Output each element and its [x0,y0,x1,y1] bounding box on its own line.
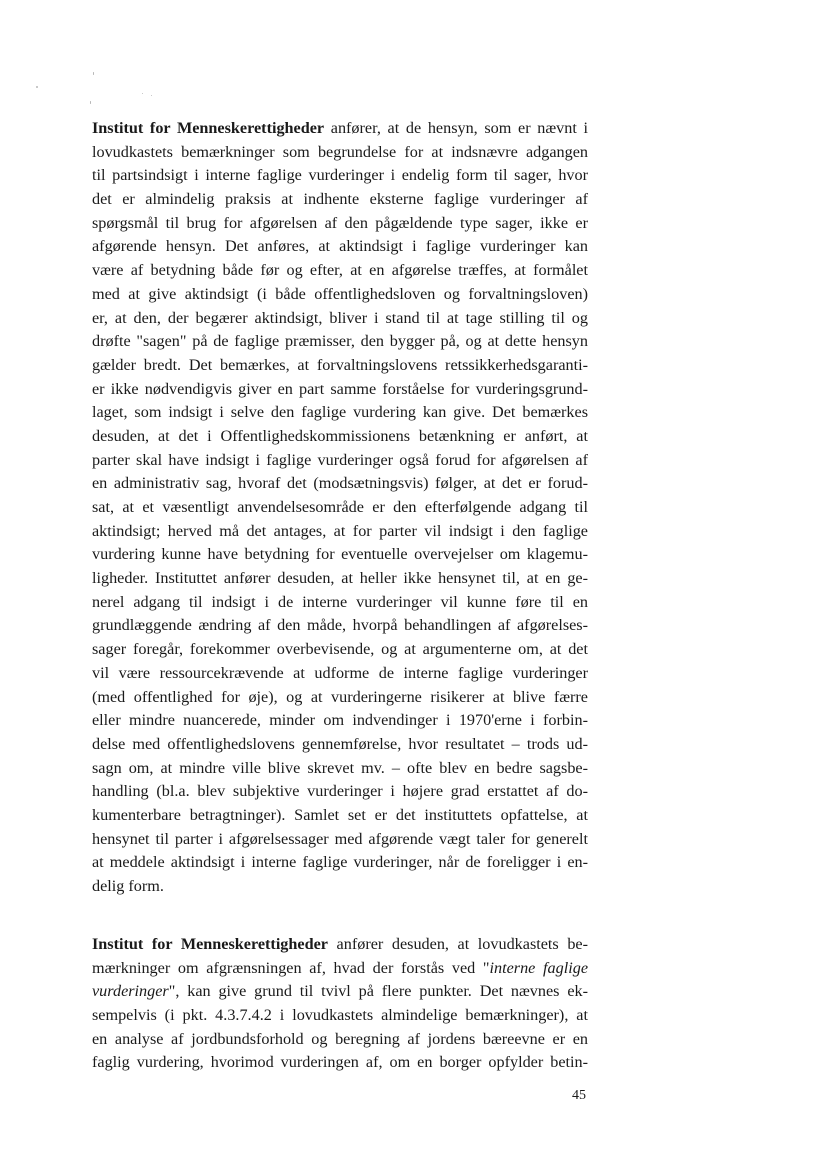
paragraph-1-line: vil være ressourcekrævende at udforme de interne faglige vurderinger [92,663,588,682]
paragraph-1-line-1: Institut for Menneskerettigheder anfører, at de hensyn, som er nævnt i [92,119,588,137]
paragraph-1-line: aktindsigt; herved må det antages, at for parter vil indsigt i den faglige [92,521,588,540]
paragraph-1-line: desuden, at det i Offentlighedskommissionens betænkning er anført, at [92,426,588,445]
paragraph-1-line: sat, at et væsentligt anvendelsesområde er den efterfølgende adgang til [92,498,588,516]
page-number: 45 [572,1088,586,1103]
paragraph-1 [92,117,588,899]
paragraph-1-line: at meddele aktindsigt i interne faglige vurderinger, når de foreligger i en- [92,853,588,872]
paragraph-2-line: faglig vurdering, hvorimod vurderingen af, om en borger opfylder betin- [92,1053,588,1072]
paragraph-1-line: ligheder. Instituttet anfører desuden, at heller ikke hensynet til, at en ge- [92,569,588,588]
paragraph-1-line: (med offentlighed for øje), og at vurderingerne risikerer at blive færre [92,687,588,706]
paragraph-1-line: eller mindre nuancerede, minder om indvendinger i 1970'erne i forbin- [92,711,588,730]
paragraph-1-line: en administrativ sag, hvoraf det (modsætningsvis) følger, at det er forud- [92,474,588,493]
paragraph-2-line: en analyse af jordbundsforhold og beregning af jordens bæreevne er en [92,1029,588,1048]
paragraph-1-line: til partsindsigt i interne faglige vurderinger i endelig form til sager, hvor [92,166,588,185]
paragraph-1-line: nerel adgang til indsigt i de interne vurderinger vil kunne føre til en [92,592,588,611]
organization-name: Institut for Menneskerettigheder [92,119,325,137]
paragraph-1-line: sagn om, at mindre ville blive skrevet mv. – ofte blev en bedre sagsbe- [92,758,588,777]
scan-speck [90,101,91,104]
paragraph-2-line-3: vurderinger", kan give grund til tvivl på flere punkter. Det nævnes ek- [92,982,588,1001]
paragraph-2-line-1: Institut for Menneskerettigheder anfører desuden, at lovudkastets be- [92,935,588,953]
paragraph-1-line: med at give aktindsigt (i både offentlighedsloven og forvaltningsloven) [92,284,588,303]
paragraph-2-line-2: mærkninger om afgrænsningen af, hvad der forstås ved "interne faglige [92,958,588,977]
paragraph-1-line: det er almindelig praksis at indhente eksterne faglige vurderinger af [92,190,588,209]
scan-speck [36,86,38,88]
italic-term: vurderinger [92,982,169,1001]
paragraph-1-line: vurdering kunne have betydning for eventuelle overvejelser om klagemu- [92,545,588,564]
paragraph-1-line: lovudkastets bemærkninger som begrundelse for at indsnævre adgangen [92,142,588,161]
paragraph-1-line: gælder bredt. Det bemærkes, at forvaltningslovens retssikkerhedsgaranti- [92,355,588,374]
paragraph-1-line: laget, som indsigt i selve den faglige vurdering kan give. Det bemærkes [92,403,588,422]
organization-name: Institut for Menneskerettigheder [92,935,328,953]
italic-term: interne faglige [489,958,588,977]
paragraph-1-line: afgørende hensyn. Det anføres, at aktindsigt i faglige vurderinger kan [92,237,588,256]
scan-speck [142,93,143,94]
paragraph-1-line: handling (bl.a. blev subjektive vurderinger i højere grad erstattet af do- [92,782,588,801]
paragraph-1-line: være af betydning både før og efter, at en afgørelse træffes, at formålet [92,261,588,280]
paragraph-1-line: drøfte "sagen" på de faglige præmisser, den bygger på, og at dette hensyn [92,332,588,351]
paragraph-1-line: spørgsmål til brug for afgørelsen af den pågældende type sager, ikke er [92,213,588,232]
scan-speck [93,72,94,75]
paragraph-1-line: sager foregår, forekommer overbevisende, og at argumenterne om, at det [92,640,588,659]
paragraph-1-line: parter skal have indsigt i faglige vurderinger også forud for afgørelsen af [92,450,588,469]
paragraph-1-line: delse med offentlighedslovens gennemførelse, hvor resultatet – trods ud- [92,734,588,753]
paragraph-1-line: er ikke nødvendigvis giver en part samme forståelse for vurderingsgrund- [92,379,588,398]
paragraph-1-line: hensynet til parter i afgørelsessager med afgørende vægt taler for generelt [92,829,588,848]
paragraph-1-line: kumenterbare betragtninger). Samlet set er det instituttets opfattelse, at [92,805,588,824]
scan-speck [151,95,152,96]
paragraph-2-line: sempelvis (i pkt. 4.3.7.4.2 i lovudkastets almindelige bemærkninger), at [92,1006,588,1025]
paragraph-1-line: delig form. [92,877,164,895]
paragraph-1-line: er, at den, der begærer aktindsigt, bliver i stand til at tage stilling til og [92,308,588,327]
paragraph-1-line: grundlæggende ændring af den måde, hvorpå behandlingen af afgørelses- [92,616,588,635]
paragraph-2 [92,933,588,1075]
